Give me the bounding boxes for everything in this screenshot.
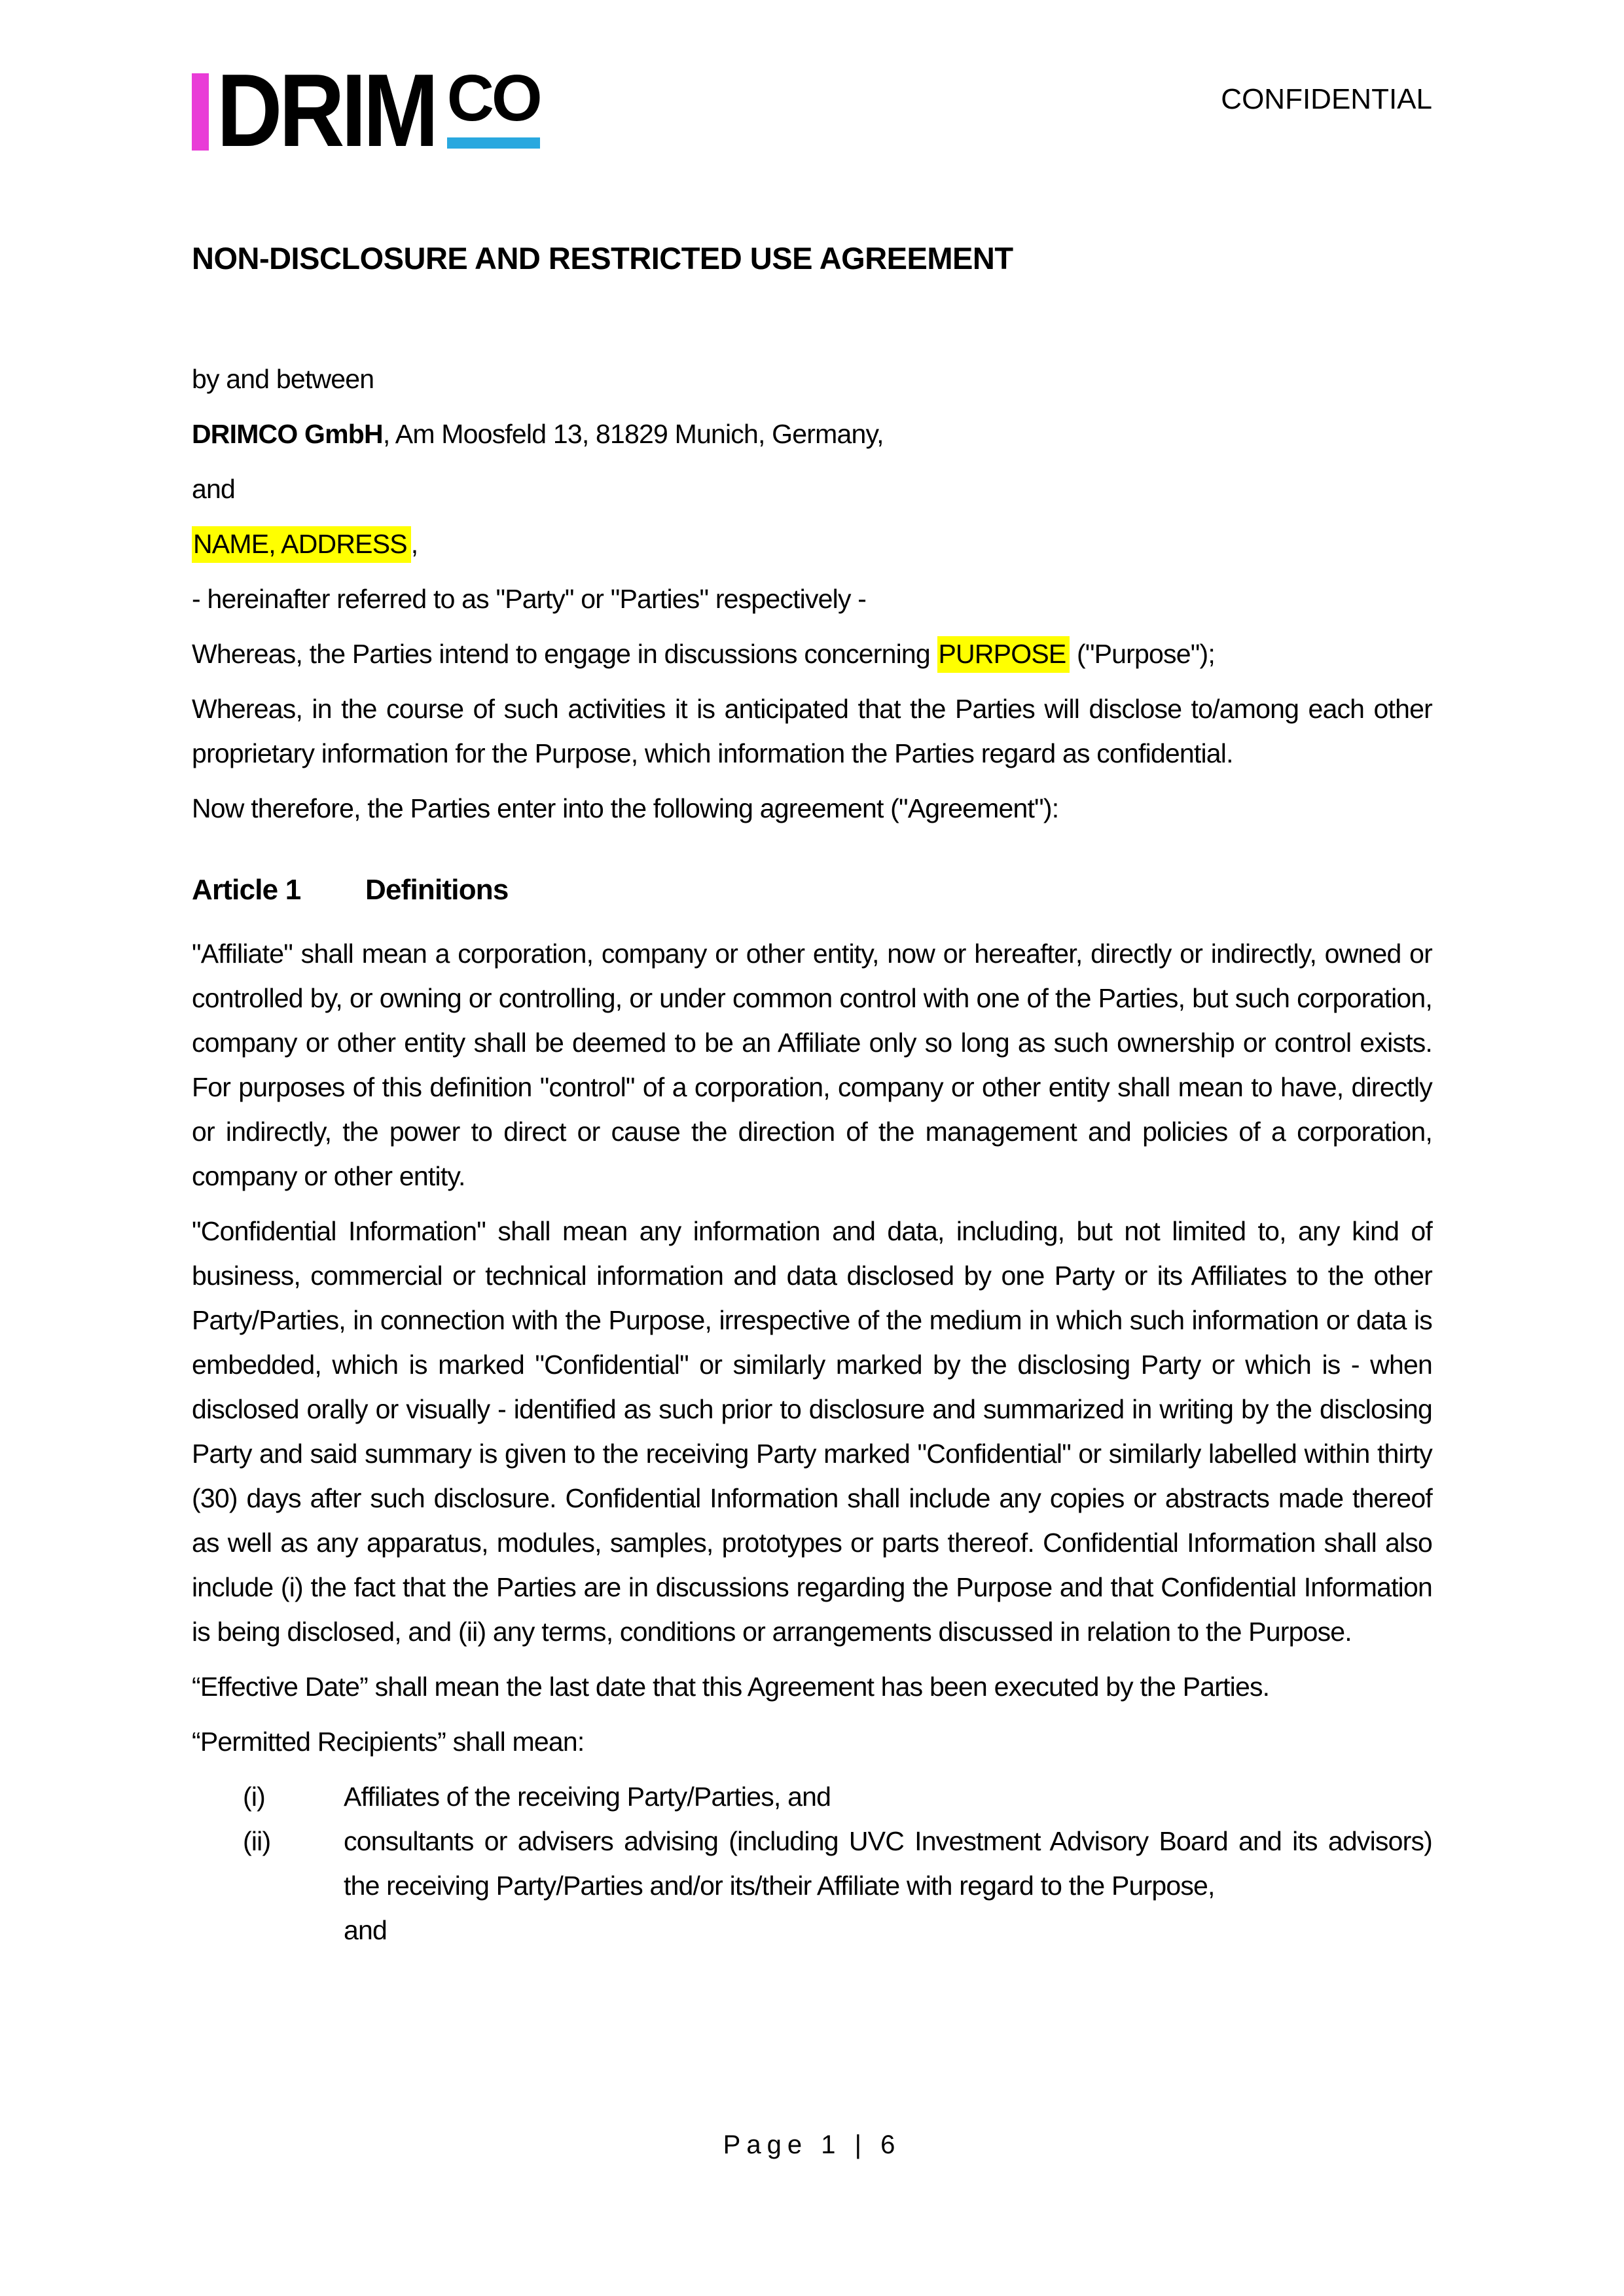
whereas-purpose-post: ("Purpose"); [1070,639,1215,669]
paragraph-effective-date-definition: “Effective Date” shall mean the last date that this Agreement has been executed by the Parties. [192,1672,1270,1702]
page-number: Page 1 | 6 [723,2130,901,2159]
paragraph-hereinafter: - hereinafter referred to as "Party" or "Parties" respectively - [192,584,867,614]
permitted-recipients-list [192,1774,1432,1952]
party1-name: DRIMCO GmbH [192,419,383,449]
article1-heading [192,867,1432,913]
article1-number: Article 1 [192,874,301,906]
list-item-marker: (i) [243,1782,266,1812]
party1-address: , Am Moosfeld 13, 81829 Munich, Germany, [382,419,884,449]
paragraph-whereas-purpose [192,632,1432,676]
logo-wordmark-co-block [446,62,540,149]
name-address-highlight: NAME, ADDRESS [192,526,411,563]
paragraph-and: and [192,474,236,504]
logo-wordmark-co: CO [446,62,540,135]
document-title: NON-DISCLOSURE AND RESTRICTED USE AGREEMENT [192,241,1013,276]
list-item-text [344,1819,1432,1952]
purpose-highlight: PURPOSE [937,636,1070,673]
party2-suffix: , [410,529,418,559]
page-header [192,53,1432,168]
paragraph-now-therefore: Now therefore, the Parties enter into the following agreement ("Agreement"): [192,793,1059,823]
article1-title: Definitions [365,874,509,906]
paragraph-permitted-recipients-intro: “Permitted Recipients” shall mean: [192,1727,585,1757]
paragraph-by-and-between: by and between [192,364,374,394]
paragraph-confidential-information-definition: "Confidential Information" shall mean any information and data, including, but not limited to, any kind of business, commercial or technical information and data disclosed by one Party or its Affiliates to the other Party/Parties, in connection with the Purpose, irrespective of the medium in which such information or data is embedded, which is marked "Confidential" or similarly marked by the disclosing Party or which is - when disclosed orally or visually - identified as such prior to disclosure and summarized in writing by the disclosing Party and said summary is given to the receiving Party marked "Confidential" or similarly labelled within thirty (30) days after such disclosure. Confidential Information shall include any copies or abstracts made thereof as well as any apparatus, modules, samples, prototypes or parts thereof. Confidential Information shall also include (i) the fact that the Parties are in discussions regarding the Purpose and that Confidential Information is being disclosed, and (ii) any terms, conditions or arrangements discussed in relation to the Purpose. [192,1216,1432,1647]
list-item-text: Affiliates of the receiving Party/Parties, and [344,1782,831,1812]
paragraph-party1 [192,412,1432,456]
paragraph-whereas-disclose: Whereas, in the course of such activities it is anticipated that the Parties will disclose to/among each other proprietary information for the Purpose, which information the Parties regard as confidential. [192,694,1432,768]
list-item-text-continuation: and [344,1915,388,1945]
list-item-text-main: consultants or advisers advising (including UVC Investment Advisory Board and its advisors) the receiving Party/Parties and/or its/their Affiliate with regard to the Purpose, [344,1826,1432,1901]
confidential-label: CONFIDENTIAL [1221,83,1432,115]
document-body [192,357,1432,1952]
list-item [192,1819,1432,1952]
paragraph-party2 [192,522,1432,566]
logo-wordmark-drim: DRIM [217,53,436,168]
list-item-marker: (ii) [243,1826,271,1856]
drimco-logo [192,53,540,168]
logo-underline-bar [447,137,540,149]
list-item [192,1774,1432,1819]
whereas-purpose-pre: Whereas, the Parties intend to engage in discussions concerning [192,639,937,669]
logo-accent-bar [192,73,209,151]
paragraph-affiliate-definition: "Affiliate" shall mean a corporation, company or other entity, now or hereafter, directly or indirectly, owned or controlled by, or owning or controlling, or under common control with one of the Parties, but such corporation, company or other entity shall be deemed to be an Affiliate only so long as such ownership or control exists. For purposes of this definition "control" of a corporation, company or other entity shall mean to have, directly or indirectly, the power to direct or cause the direction of the management and policies of a corporation, company or other entity. [192,939,1432,1191]
